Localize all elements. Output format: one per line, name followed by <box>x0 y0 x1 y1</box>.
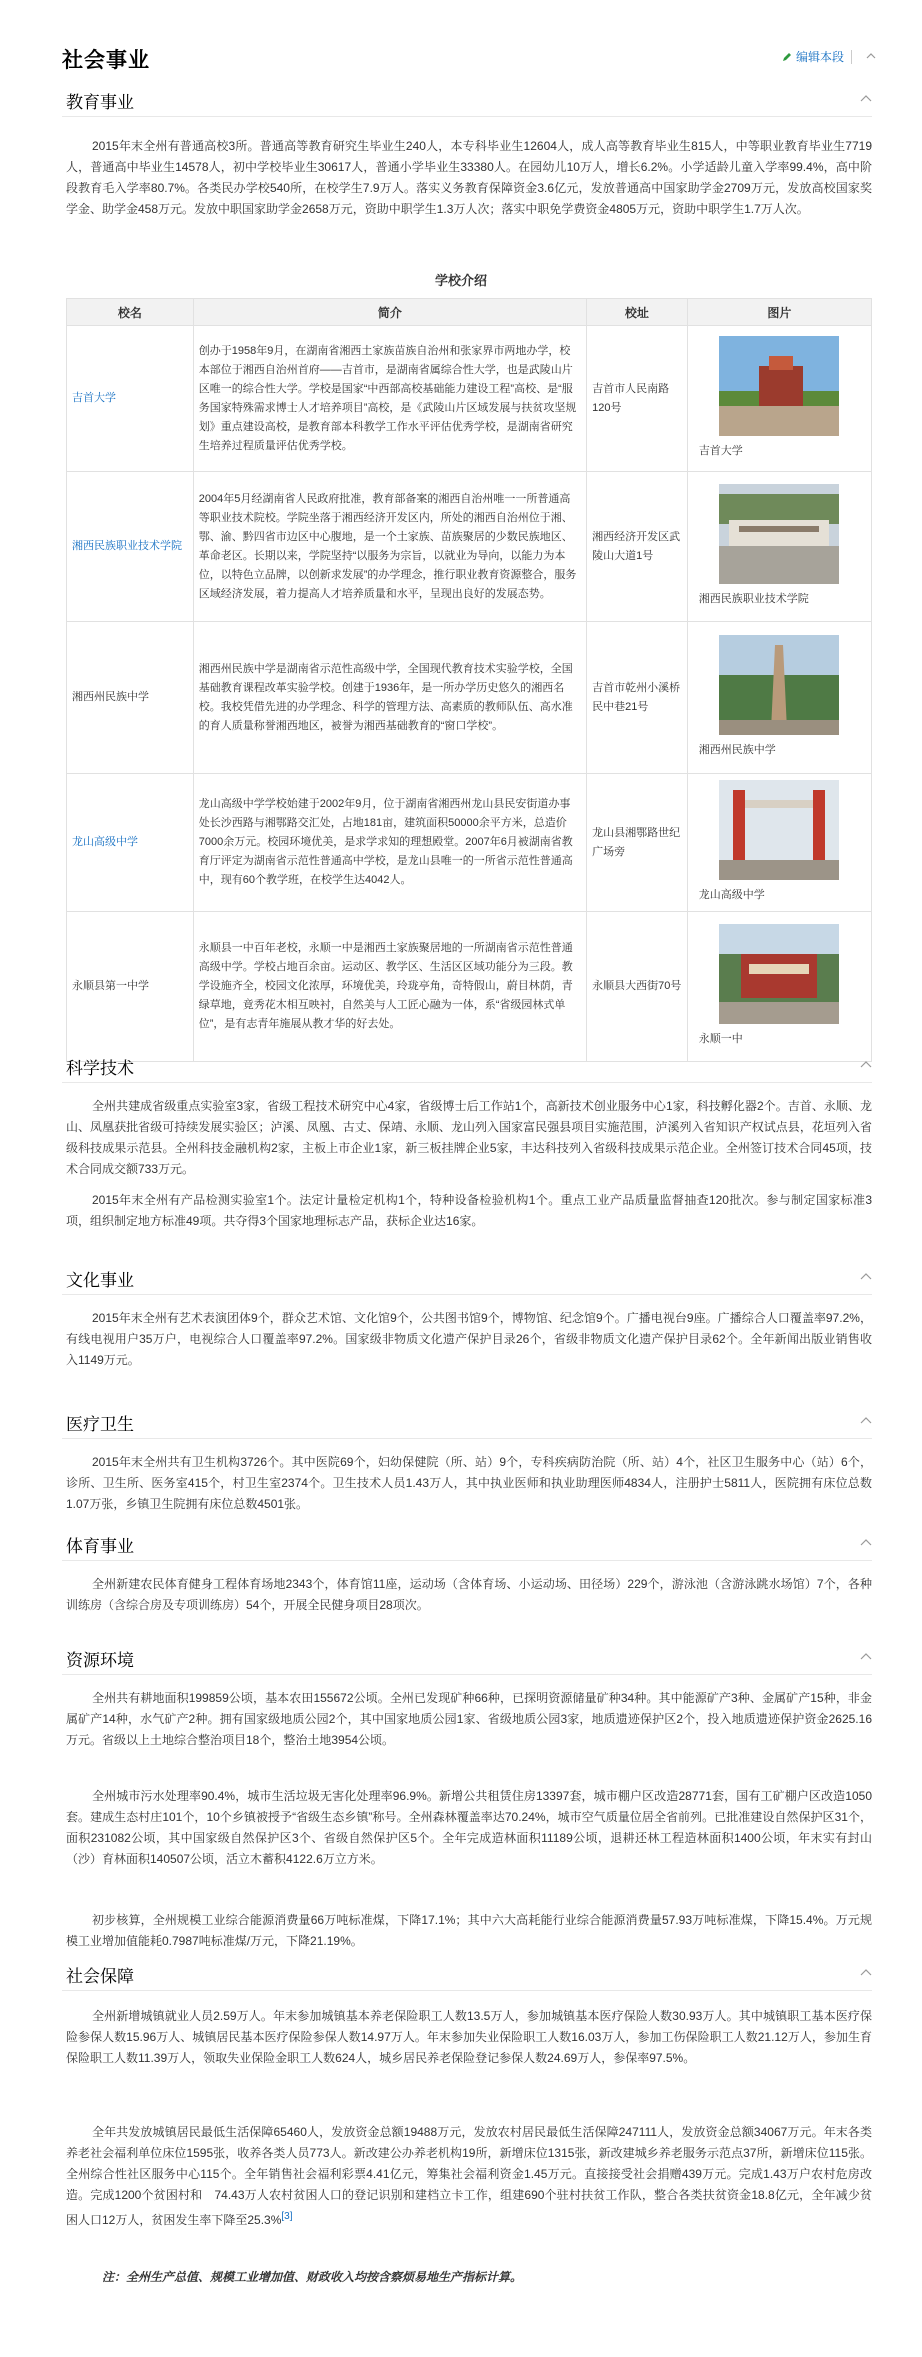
section-title: 社会保障 <box>66 1967 134 1986</box>
paragraph-with-reference <box>66 2122 872 2231</box>
table-caption: 学校介绍 <box>434 273 487 288</box>
photo-cell[interactable] <box>687 774 871 912</box>
section-header-sports <box>66 1532 872 1554</box>
section-divider <box>62 1294 872 1295</box>
section-header-education <box>66 88 872 110</box>
column-header: 简介 <box>193 299 586 326</box>
table-row <box>67 472 872 622</box>
school-name: 湘西州民族中学 <box>72 691 149 703</box>
table-row <box>67 622 872 774</box>
photo-cell[interactable] <box>687 326 871 472</box>
section-divider <box>62 1674 872 1675</box>
school-photo[interactable] <box>719 780 839 880</box>
paragraph: 2015年末全州共有卫生机构3726个。其中医院69个，妇幼保健院（所、站）9个，专科疾病防治院（所、站）4个，社区卫生服务中心（站）6个，诊所、卫生所、医务室415个，村卫生室2374个。卫生技术人员1.43万人，其中执业医师和执业助理医师4834人，注册护士5811人，医院拥有床位总数1.07万张，乡镇卫生院拥有床位总数4501张。 <box>66 1455 872 1511</box>
paragraph: 初步核算，全州规模工业综合能源消费量66万吨标准煤，下降17.1%；其中六大高耗能行业综合能源消费量57.93万吨标准煤，下降15.4%。万元规模工业增加值能耗0.7987吨标准煤/万元，下降21.19%。 <box>66 1913 872 1948</box>
footnote: 注：全州生产总值、规模工业增加值、财政收入均按含察烦易地生产指标计算。 <box>102 2270 523 2284</box>
photo-cell[interactable] <box>687 472 871 622</box>
section-header-science <box>66 1054 872 1076</box>
section-title: 教育事业 <box>66 93 134 112</box>
school-name: 永顺县第一中学 <box>72 980 149 992</box>
school-address: 永顺县大西街70号 <box>587 912 688 1062</box>
school-description: 湘西州民族中学是湖南省示范性高级中学，全国现代教育技术实验学校，全国基础教育课程改革实验学校。创建于1936年，是一所办学历史悠久的湘西名校。我校凭借先进的办学理念、科学的管理方法、高素质的教师队伍、高水准的育人质量称誉湘西地区，被誉为湘西基础教育的“窗口学校”。 <box>193 622 586 774</box>
section-title: 资源环境 <box>66 1651 134 1670</box>
page-title: 社会事业 <box>62 49 150 72</box>
section-title: 体育事业 <box>66 1537 134 1556</box>
school-address: 吉首市乾州小溪桥民中巷21号 <box>587 622 688 774</box>
paragraph: 全州共有耕地面积199859公顷，基本农田155672公顷。全州已发现矿种66种，已探明资源储量矿种34种。其中能源矿产3种、金属矿产15种，非金属矿产14种，水气矿产2种。拥有国家级地质公园2个，其中国家地质公园1家、省级地质公园3家，地质遗迹保护区2个，投入地质遗迹保护资金2625.16万元。省级以上土地综合整治项目18个，整治土地3954公顷。 <box>66 1691 872 1747</box>
school-description: 2004年5月经湖南省人民政府批准，教育部备案的湘西自治州唯一一所普通高等职业技术院校。学院坐落于湘西经济开发区内，所处的湘西自治州位于湘、鄂、渝、黔四省市边区中心腹地，是一个土家族、苗族聚居的少数民族地区、革命老区。长期以来，学院坚持“以服务为宗旨，以就业为导向，以能力为本位，以特色立品牌，以创新求发展”的办学理念，推行职业教育资源整合，服务区域经济发展，着力提高人才培养质量和水平，呈现出良好的发展态势。 <box>193 472 586 622</box>
paragraph-text: 全年共发放城镇居民最低生活保障65460人，发放资金总额19488万元，发放农村居民最低生活保障247111人，发放资金总额34067万元。年末各类养老社会福利单位床位1595张，收养各类人员773人。新改建公办养老机构19所，新增床位1315张，新改建城乡养老服务示范点37所，新增床位115张。全州综合性社区服务中心115个。全年销售社会福利彩票4.41亿元，筹集社会福利资金1.45万元。直接接受社会捐赠439万元。完成1.43万户农村危房改造。完成1200个贫困村和 74.43万人农村贫困人口的登记识别和建档立卡工作，组建690个驻村扶贫工作队，整合各类扶贫资金18.8亿元，全年减少贫困人口12万人，贫困发生率下降至25.3% <box>66 2125 872 2227</box>
edit-section-button[interactable] <box>782 48 844 65</box>
photo-caption: 永顺一中 <box>698 1033 743 1045</box>
paragraph: 2015年末全州有普通高校3所。普通高等教育研究生毕业生240人，本专科毕业生12604人，成人高等教育毕业生815人，中等职业教育毕业生7719人，普通高中毕业生14578人，初中学校毕业生30617人，普通小学毕业生33380人。在园幼儿10万人，增长6.2%。小学适龄儿童入学率99.4%，高中阶段教育毛入学率80.7%。各类民办学校540所，在校学生7.9万人。落实义务教育保障资金3.6亿元，发放普通高中国家助学金2709万元，发放高校国家奖学金、助学金458万元。发放中职国家助学金2658万元，资助中职学生1.3万人次；落实中职免学费资金4805万元，资助中职学生1.7万人次。 <box>66 139 872 216</box>
photo-cell[interactable] <box>687 622 871 774</box>
school-address: 龙山县湘鄂路世纪广场旁 <box>587 774 688 912</box>
section-header-health <box>66 1410 872 1432</box>
divider <box>851 50 852 64</box>
section-divider <box>62 1438 872 1439</box>
collapse-chevron-icon[interactable] <box>860 1652 870 1662</box>
section-divider <box>62 1082 872 1083</box>
column-header: 图片 <box>687 299 871 326</box>
section-title: 医疗卫生 <box>66 1415 134 1434</box>
school-description: 创办于1958年9月，在湖南省湘西土家族苗族自治州和张家界市两地办学，校本部位于湘西自治州首府——吉首市，是湖南省属综合性大学，也是武陵山片区唯一的综合性大学。学校是国家“中西部高校基础能力建设工程”高校、是“服务国家特殊需求博士人才培养项目”高校，是《武陵山片区域发展与扶贫攻坚规划》重点建设高校，是教育部本科教学工作水平评估优秀学校，是湖南省研究生培养过程质量评估优秀学校。 <box>193 326 586 472</box>
school-photo[interactable] <box>719 635 839 735</box>
edit-section-label: 编辑本段 <box>795 50 844 64</box>
main-header <box>62 44 882 76</box>
photo-cell[interactable] <box>687 912 871 1062</box>
table-row <box>67 774 872 912</box>
collapse-chevron-icon[interactable] <box>866 51 876 61</box>
section-header-environment <box>66 1646 872 1668</box>
column-header: 校名 <box>67 299 194 326</box>
collapse-chevron-icon[interactable] <box>860 1060 870 1070</box>
paragraph: 2015年末全州有产品检测实验室1个。法定计量检定机构1个，特种设备检验机构1个。重点工业产品质量监督抽查120批次。参与制定国家标准3项，组织制定地方标准49项。共夺得3个国家地理标志产品，获标企业达16家。 <box>66 1193 872 1228</box>
column-header: 校址 <box>587 299 688 326</box>
school-link[interactable]: 湘西民族职业技术学院 <box>72 540 182 552</box>
section-header-social-security <box>66 1962 872 1984</box>
section-title: 文化事业 <box>66 1271 134 1290</box>
school-description: 永顺县一中百年老校，永顺一中是湘西土家族聚居地的一所湖南省示范性普通高级中学。学校占地百余亩。运动区、教学区、生活区区域功能分为三段。教学设施齐全，校园文化浓厚，环境优美，玲珑亭角，奇特假山，蔚目林荫，青绿草地，竟秀花木相互映衬，自然美与人工匠心融为一体，系“省级园林式单位”，是有志青年施展从教才华的好去处。 <box>193 912 586 1062</box>
section-title: 科学技术 <box>66 1059 134 1078</box>
section-header-culture <box>66 1266 872 1288</box>
photo-caption: 湘西州民族中学 <box>698 744 776 756</box>
paragraph: 全州共建成省级重点实验室3家，省级工程技术研究中心4家，省级博士后工作站1个，高新技术创业服务中心1家，科技孵化器2个。吉首、永顺、龙山、凤凰获批省级可持续发展实验区；泸溪、凤凰、古丈、保靖、永顺、龙山列入国家富民强县项目实施范围，泸溪列入省知识产权试点县，花垣列入省级科技成果示范县。全州科技金融机构2家，主板上市企业1家，新三板挂牌企业5家，丰达科技列入省级科技成果示范企业。全州签订技术合同45项，技术合同成交额733万元。 <box>66 1099 872 1176</box>
table-row <box>67 912 872 1062</box>
collapse-chevron-icon[interactable] <box>860 94 870 104</box>
collapse-chevron-icon[interactable] <box>860 1416 870 1426</box>
paragraph: 全州城市污水处理率90.4%，城市生活垃圾无害化处理率96.9%。新增公共租赁住房13397套，城市棚户区改造28771套，国有工矿棚户区改造1050套。建成生态村庄101个，10个乡镇被授予“省级生态乡镇”称号。全州森林覆盖率达70.24%，城市空气质量位居全省前列。已批准建设自然保护区31个，面积231082公顷，其中国家级自然保护区3个、省级自然保护区5个。全年完成造林面积11189公顷，退耕还林工程造林面积1400公顷，年末实有封山（沙）育林面积140507公顷，活立木蓄积4122.6万立方米。 <box>66 1789 872 1866</box>
paragraph: 全州新建农民体育健身工程体育场地2343个，体育馆11座，运动场（含体育场、小运动场、田径场）229个，游泳池（含游泳跳水场馆）7个，各种训练房（含综合房及专项训练房）54个，开展全民健身项目28项次。 <box>66 1577 872 1612</box>
school-address: 吉首市人民南路120号 <box>587 326 688 472</box>
collapse-chevron-icon[interactable] <box>860 1968 870 1978</box>
school-description: 龙山高级中学学校始建于2002年9月，位于湖南省湘西州龙山县民安街道办事处长沙西路与湘鄂路交汇处，占地181亩，建筑面积50000余平方米，总造价7000余万元。校园环境优美，是求学求知的理想殿堂。2007年6月被湖南省教育厅评定为湖南省示范性普通高中学校，是龙山县唯一的一所省示范性普通高中，现有60个教学班，在校学生达4042人。 <box>193 774 586 912</box>
collapse-chevron-icon[interactable] <box>860 1538 870 1548</box>
section-divider <box>62 116 872 117</box>
pencil-icon <box>782 52 792 62</box>
paragraph: 全州新增城镇就业人员2.59万人。年末参加城镇基本养老保险职工人数13.5万人，参加城镇基本医疗保险人数30.93万人。其中城镇职工基本医疗保险参保人数15.96万人、城镇居民基本医疗保险参保人数14.97万人。年末参加失业保险职工人数16.03万人，参加工伤保险职工人数21.12万人，参加生育保险职工人数11.39万人，领取失业保险金职工人数624人，城乡居民养老保险登记参保人数24.69万人，参保率97.5%。 <box>66 2009 872 2065</box>
schools-table <box>66 298 872 1062</box>
collapse-chevron-icon[interactable] <box>860 1272 870 1282</box>
school-photo[interactable] <box>719 924 839 1024</box>
school-link[interactable]: 龙山高级中学 <box>72 836 138 848</box>
table-row <box>67 326 872 472</box>
school-address: 湘西经济开发区武陵山大道1号 <box>587 472 688 622</box>
paragraph: 2015年末全州有艺术表演团体9个，群众艺术馆、文化馆9个，公共图书馆9个，博物馆、纪念馆9个。广播电视台9座。广播综合人口覆盖率97.2%，有线电视用户35万户，电视综合人口覆盖率97.2%。国家级非物质文化遗产保护目录26个，省级非物质文化遗产保护目录62个。全年新闻出版业销售收入1149万元。 <box>66 1311 872 1367</box>
photo-caption: 湘西民族职业技术学院 <box>698 593 809 605</box>
school-photo[interactable] <box>719 336 839 436</box>
section-divider <box>62 1990 872 1991</box>
section-divider <box>62 1560 872 1561</box>
reference-link[interactable]: [3] <box>281 2211 293 2222</box>
school-link[interactable]: 吉首大学 <box>72 392 116 404</box>
table-header-row <box>67 299 872 326</box>
school-photo[interactable] <box>719 484 839 584</box>
photo-caption: 龙山高级中学 <box>698 889 765 901</box>
photo-caption: 吉首大学 <box>698 445 743 457</box>
